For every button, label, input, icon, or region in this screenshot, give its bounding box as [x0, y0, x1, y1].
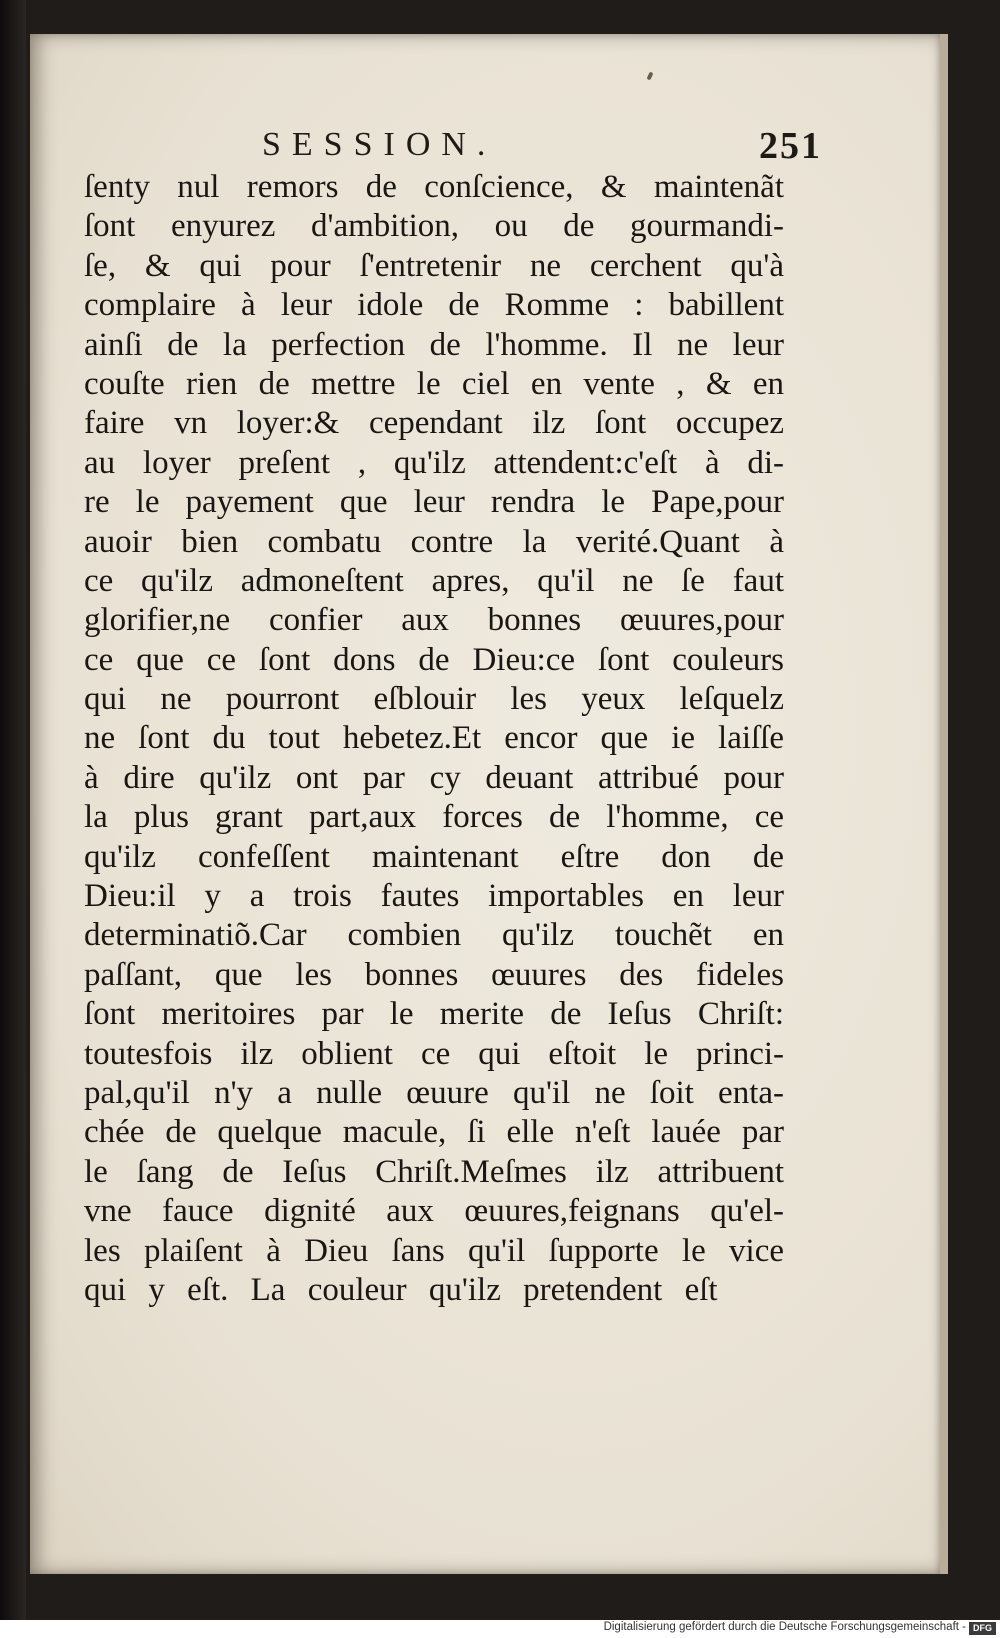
- text-line: ce que ce ſont dons de Dieu:ce ſont couleurs: [84, 641, 784, 678]
- text-line: complaire à leur idole de Romme : babillent: [84, 287, 784, 324]
- text-line: pal,qu'il n'y a nulle œuure qu'il ne ſoit enta-: [84, 1074, 784, 1111]
- text-line: faire vn loyer:& cependant ilz ſont occupez: [84, 405, 784, 442]
- text-line: le ſang de Ieſus Chriſt.Meſmes ilz attribuent: [84, 1153, 784, 1190]
- text-line: auoir bien combatu contre la verité.Quant à: [84, 523, 784, 560]
- text-line: qu'ilz confeſſent maintenant eſtre don de: [84, 838, 784, 875]
- text-line: chée de quelque macule, ſi elle n'eſt lauée par: [84, 1114, 784, 1151]
- text-line: paſſant, que les bonnes œuures des fideles: [84, 956, 784, 993]
- text-line: ainſi de la perfection de l'homme. Il ne leur: [84, 326, 784, 363]
- text-line: qui ne pourront eſblouir les yeux leſquelz: [84, 681, 784, 718]
- text-line: qui y eſt. La couleur qu'ilz pretendent eſt: [84, 1271, 718, 1308]
- text-line: re le payement que leur rendra le Pape,pour: [84, 484, 784, 521]
- running-title: SESSION.: [262, 126, 497, 163]
- text-line: toutesfois ilz oblient ce qui eſtoit le princi-: [84, 1035, 784, 1072]
- text-line: les plaiſent à Dieu ſans qu'il ſupporte le vice: [84, 1232, 784, 1269]
- text-line: ſont enyurez d'ambition, ou de gourmandi-: [84, 208, 784, 245]
- text-line: determinatiõ.Car combien qu'ilz touchẽt en: [84, 917, 784, 954]
- text-line: ſe, & qui pour ſ'entretenir ne cerchent qu'à: [84, 247, 784, 284]
- body-text: [84, 168, 784, 1310]
- page-edge: [940, 34, 948, 1574]
- book-spine: [0, 0, 26, 1620]
- footer-bar: [0, 1620, 1000, 1638]
- text-line: couſte rien de mettre le ciel en vente , & en: [84, 365, 784, 402]
- text-line: à dire qu'ilz ont par cy deuant attribué pour: [84, 759, 784, 796]
- text-line: Dieu:il y a trois fautes importables en leur: [84, 878, 784, 915]
- text-line: glorifier,ne confier aux bonnes œuures,pour: [84, 602, 784, 639]
- text-line: vne fauce dignité aux œuures,feignans qu'el-: [84, 1193, 784, 1230]
- running-head: [262, 126, 822, 170]
- text-line: ce qu'ilz admoneſtent apres, qu'il ne ſe faut: [84, 562, 784, 599]
- text-line: ſont meritoires par le merite de Ieſus Chriſt:: [84, 996, 784, 1033]
- funding-credit: Digitalisierung gefördert durch die Deutsche Forschungsgemeinschaft -: [603, 1621, 966, 1633]
- dfg-logo: DFG: [969, 1622, 996, 1635]
- text-line: la plus grant part,aux forces de l'homme, ce: [84, 799, 784, 836]
- text-line: ne ſont du tout hebetez.Et encor que ie laiſſe: [84, 720, 784, 757]
- text-line: au loyer preſent , qu'ilz attendent:c'eſt à di-: [84, 444, 784, 481]
- page-number: 251: [759, 125, 822, 167]
- text-line: ſenty nul remors de conſcience, & maintenãt: [84, 169, 784, 205]
